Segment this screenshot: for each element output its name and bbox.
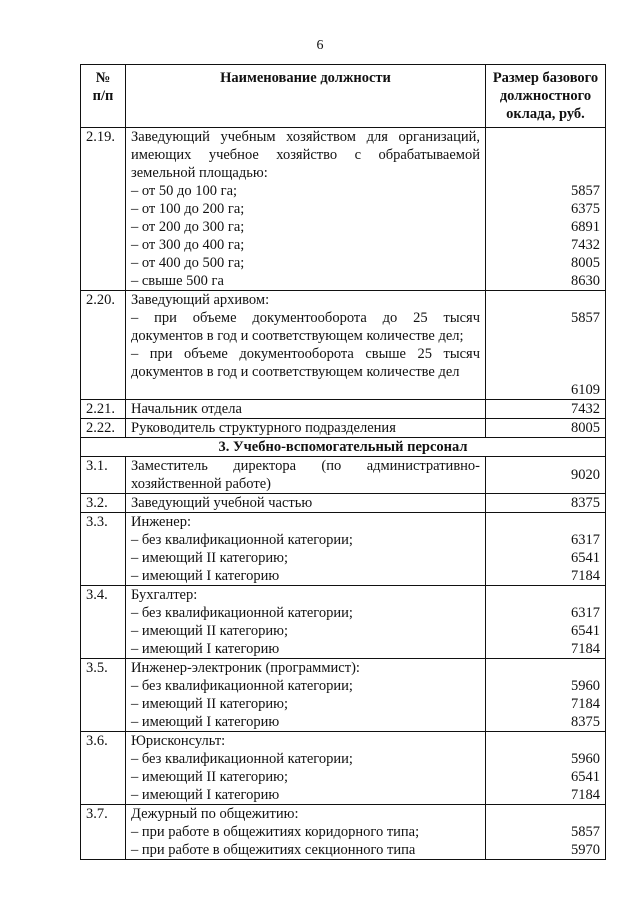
row-title [126, 732, 486, 805]
salary-value: 6317 [571, 605, 600, 621]
salary-value: 6375 [571, 201, 600, 217]
table-row [81, 805, 606, 860]
row-title [126, 291, 486, 400]
list-item: – имеющий I категорию [131, 641, 280, 657]
list-item: – имеющий II категорию; [131, 550, 289, 566]
row-salary [486, 586, 606, 659]
list-item: – при объеме документооборота свыше 25 тысяч документов в год и соответствующем количестве дел [131, 346, 480, 380]
row-number: 3.5. [81, 659, 126, 732]
list-item: – имеющий I категорию [131, 568, 280, 584]
list-item: – имеющий I категорию [131, 787, 280, 803]
list-item: – имеющий I категорию [131, 714, 280, 730]
row-salary [486, 659, 606, 732]
salary-value: 5857 [571, 310, 600, 326]
table-header-row [81, 65, 606, 128]
salary-value: 5960 [571, 678, 600, 694]
table-row [81, 732, 606, 805]
row-number: 3.3. [81, 513, 126, 586]
salary-value: 6541 [571, 550, 600, 566]
salary-value: 7432 [571, 237, 600, 253]
table-row [81, 291, 606, 400]
salary-value: 6541 [571, 769, 600, 785]
row-title: Руководитель структурного подразделения [126, 419, 486, 438]
row-heading: Заведующий учебным хозяйством для организаций, имеющих учебное хозяйство с обрабатываемой земельной площадью: [131, 129, 480, 181]
list-item: – при работе в общежитиях коридорного типа; [131, 824, 420, 840]
table-row [81, 400, 606, 419]
row-number: 2.20. [81, 291, 126, 400]
list-item: – от 400 до 500 га; [131, 255, 245, 271]
header-title: Наименование должности [126, 65, 486, 128]
list-item: – без квалификационной категории; [131, 605, 353, 621]
list-item: – от 100 до 200 га; [131, 201, 245, 217]
row-heading: Дежурный по общежитию: [131, 806, 299, 822]
table-row [81, 513, 606, 586]
salary-value: 8005 [486, 419, 606, 438]
salary-value: 6109 [571, 382, 600, 398]
table-row [81, 419, 606, 438]
salary-value: 7184 [571, 787, 600, 803]
list-item: – от 300 до 400 га; [131, 237, 245, 253]
table-row [81, 457, 606, 494]
salary-value: 5970 [571, 842, 600, 858]
table-row [81, 494, 606, 513]
row-salary [486, 291, 606, 400]
row-number: 3.4. [81, 586, 126, 659]
list-item: – имеющий II категорию; [131, 623, 289, 639]
list-item: – имеющий II категорию; [131, 769, 289, 785]
row-heading: Инженер: [131, 514, 191, 530]
row-title: Заместитель директора (по административно-хозяйственной работе) [126, 457, 486, 494]
row-title [126, 586, 486, 659]
salary-value: 6891 [571, 219, 600, 235]
row-title [126, 128, 486, 291]
row-heading: Инженер-электроник (программист): [131, 660, 360, 676]
list-item: – без квалификационной категории; [131, 751, 353, 767]
salary-value: 5857 [571, 824, 600, 840]
row-title [126, 659, 486, 732]
salary-table [80, 64, 606, 860]
row-title: Начальник отдела [126, 400, 486, 419]
list-item: – от 200 до 300 га; [131, 219, 245, 235]
row-number: 3.6. [81, 732, 126, 805]
list-item: – при работе в общежитиях секционного типа [131, 842, 416, 858]
list-item: – при объеме документооборота до 25 тысяч документов в год и соответствующем количестве дел; [131, 310, 480, 344]
row-heading: Юрисконсульт: [131, 733, 226, 749]
row-title [126, 805, 486, 860]
row-number: 2.21. [81, 400, 126, 419]
salary-value: 6541 [571, 623, 600, 639]
row-number: 3.7. [81, 805, 126, 860]
row-title: Заведующий учебной частью [126, 494, 486, 513]
table-row [81, 586, 606, 659]
row-salary [486, 732, 606, 805]
list-item: – имеющий II категорию; [131, 696, 289, 712]
row-salary [486, 128, 606, 291]
header-salary: Размер базового должностного оклада, руб. [486, 65, 606, 128]
salary-value: 8630 [571, 273, 600, 289]
row-number: 3.2. [81, 494, 126, 513]
salary-value: 7184 [571, 568, 600, 584]
row-number: 2.19. [81, 128, 126, 291]
salary-value: 8005 [571, 255, 600, 271]
row-number: 2.22. [81, 419, 126, 438]
list-item: – без квалификационной категории; [131, 532, 353, 548]
list-item: – от 50 до 100 га; [131, 183, 238, 199]
page-number: 6 [316, 38, 324, 53]
table-row [81, 659, 606, 732]
row-heading: Бухгалтер: [131, 587, 198, 603]
row-salary [486, 513, 606, 586]
row-title [126, 513, 486, 586]
salary-value: 8375 [486, 494, 606, 513]
row-heading: Заведующий архивом: [131, 292, 270, 308]
salary-value: 8375 [571, 714, 600, 730]
salary-value: 9020 [486, 457, 606, 494]
table-row [81, 128, 606, 291]
salary-value: 5857 [571, 183, 600, 199]
salary-value: 7184 [571, 696, 600, 712]
salary-value: 7432 [486, 400, 606, 419]
section-header-row [81, 438, 606, 457]
header-num: № п/п [81, 65, 126, 128]
salary-value: 5960 [571, 751, 600, 767]
salary-value: 6317 [571, 532, 600, 548]
list-item: – без квалификационной категории; [131, 678, 353, 694]
list-item: – свыше 500 га [131, 273, 224, 289]
section-title: 3. Учебно-вспомогательный персонал [81, 438, 606, 457]
row-number: 3.1. [81, 457, 126, 494]
row-salary [486, 805, 606, 860]
salary-value: 7184 [571, 641, 600, 657]
